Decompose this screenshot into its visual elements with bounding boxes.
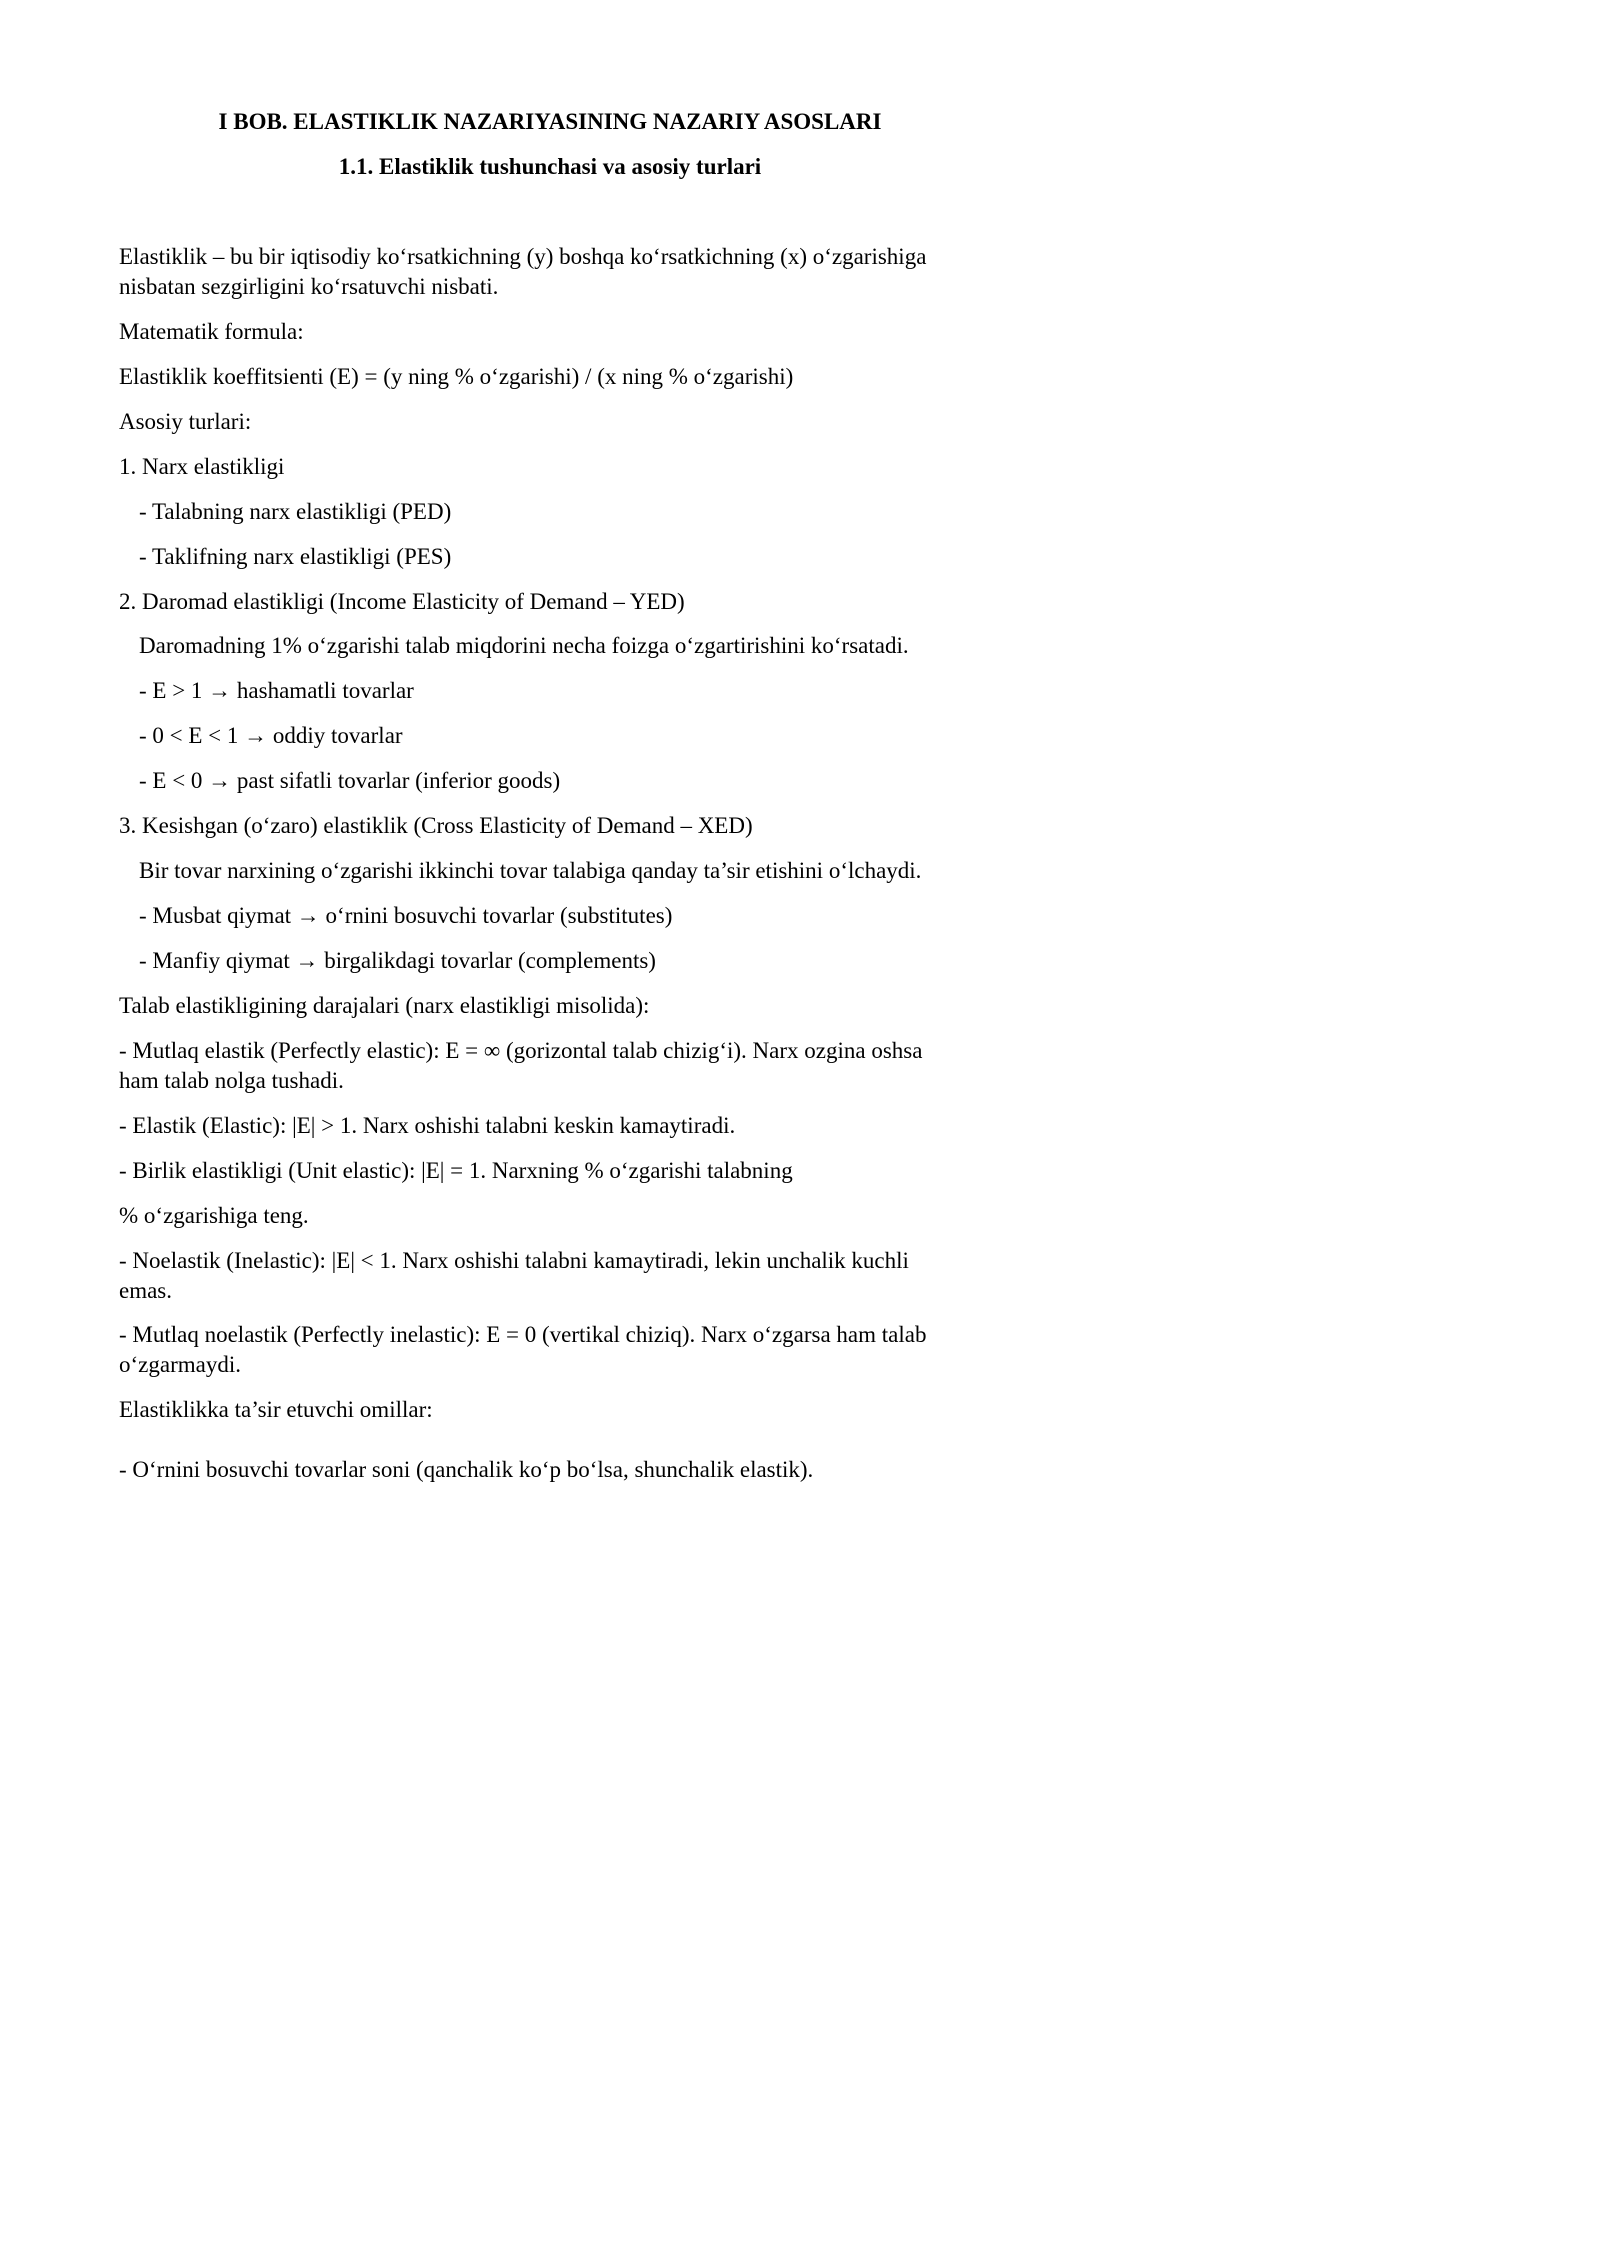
degree-unit-elastic-line-1: - Birlik elastikligi (Unit elastic): |E| = 1. Narxning % o‘zgarishi talabning <box>119 1158 793 1183</box>
type-3-heading: 3. Kesishgan (o‘zaro) elastiklik (Cross Elasticity of Demand – XED) <box>119 813 753 838</box>
type-2-item-inferior: - E < 0 → past sifatli tovarlar (inferior goods) <box>139 768 561 793</box>
degree-elastic: - Elastik (Elastic): |E| > 1. Narx oshishi talabni keskin kamaytiradi. <box>119 1113 736 1138</box>
type-1-item-pes: - Taklifning narx elastikligi (PES) <box>139 544 452 569</box>
factors-heading: Elastiklikka ta’sir etuvchi omillar: <box>119 1397 433 1422</box>
types-heading: Asosiy turlari: <box>119 409 252 434</box>
definition-line-1: Elastiklik – bu bir iqtisodiy ko‘rsatkichning (y) boshqa ko‘rsatkichning (x) o‘zgarishiga <box>119 244 927 269</box>
degree-inelastic-line-2: emas. <box>119 1278 173 1303</box>
type-2-description: Daromadning 1% o‘zgarishi talab miqdorini necha foizga o‘zgartirishini ko‘rsatadi. <box>139 633 909 658</box>
document-page <box>0 0 1100 1555</box>
section-title: 1.1. Elastiklik tushunchasi va asosiy turlari <box>338 154 762 179</box>
type-3-item-substitutes: - Musbat qiymat → o‘rnini bosuvchi tovarlar (substitutes) <box>139 903 673 928</box>
degrees-heading: Talab elastikligining darajalari (narx elastikligi misolida): <box>119 993 650 1018</box>
type-1-heading: 1. Narx elastikligi <box>119 454 285 479</box>
formula-text: Elastiklik koeffitsienti (E) = (y ning % o‘zgarishi) / (x ning % o‘zgarishi) <box>119 364 794 389</box>
chapter-title: I BOB. ELASTIKLIK NAZARIYASINING NAZARIY ASOSLARI <box>218 109 882 134</box>
type-2-item-luxury: - E > 1 → hashamatli tovarlar <box>139 678 414 703</box>
degree-perfectly-inelastic-line-1: - Mutlaq noelastik (Perfectly inelastic): E = 0 (vertikal chiziq). Narx o‘zgarsa ham talab <box>119 1322 927 1347</box>
degree-inelastic-line-1: - Noelastik (Inelastic): |E| < 1. Narx oshishi talabni kamaytiradi, lekin unchalik kuchli <box>119 1248 909 1273</box>
type-3-description: Bir tovar narxining o‘zgarishi ikkinchi tovar talabiga qanday ta’sir etishini o‘lchaydi. <box>139 858 922 883</box>
degree-perfectly-inelastic-line-2: o‘zgarmaydi. <box>119 1352 241 1377</box>
type-3-item-complements: - Manfiy qiymat → birgalikdagi tovarlar (complements) <box>139 948 656 973</box>
type-1-item-ped: - Talabning narx elastikligi (PED) <box>139 499 452 524</box>
degree-perfectly-elastic-line-1: - Mutlaq elastik (Perfectly elastic): E = ∞ (gorizontal talab chizig‘i). Narx ozgina oshsa <box>119 1038 923 1063</box>
definition-line-2: nisbatan sezgirligini ko‘rsatuvchi nisbati. <box>119 274 499 299</box>
degree-unit-elastic-line-2: % o‘zgarishiga teng. <box>119 1203 309 1228</box>
factor-substitutes: - O‘rnini bosuvchi tovarlar soni (qanchalik ko‘p bo‘lsa, shunchalik elastik). <box>119 1457 814 1482</box>
degree-perfectly-elastic-line-2: ham talab nolga tushadi. <box>119 1068 344 1093</box>
type-2-heading: 2. Daromad elastikligi (Income Elasticity of Demand – YED) <box>119 589 685 614</box>
formula-label: Matematik formula: <box>119 319 304 344</box>
type-2-item-normal: - 0 < E < 1 → oddiy tovarlar <box>139 723 403 748</box>
